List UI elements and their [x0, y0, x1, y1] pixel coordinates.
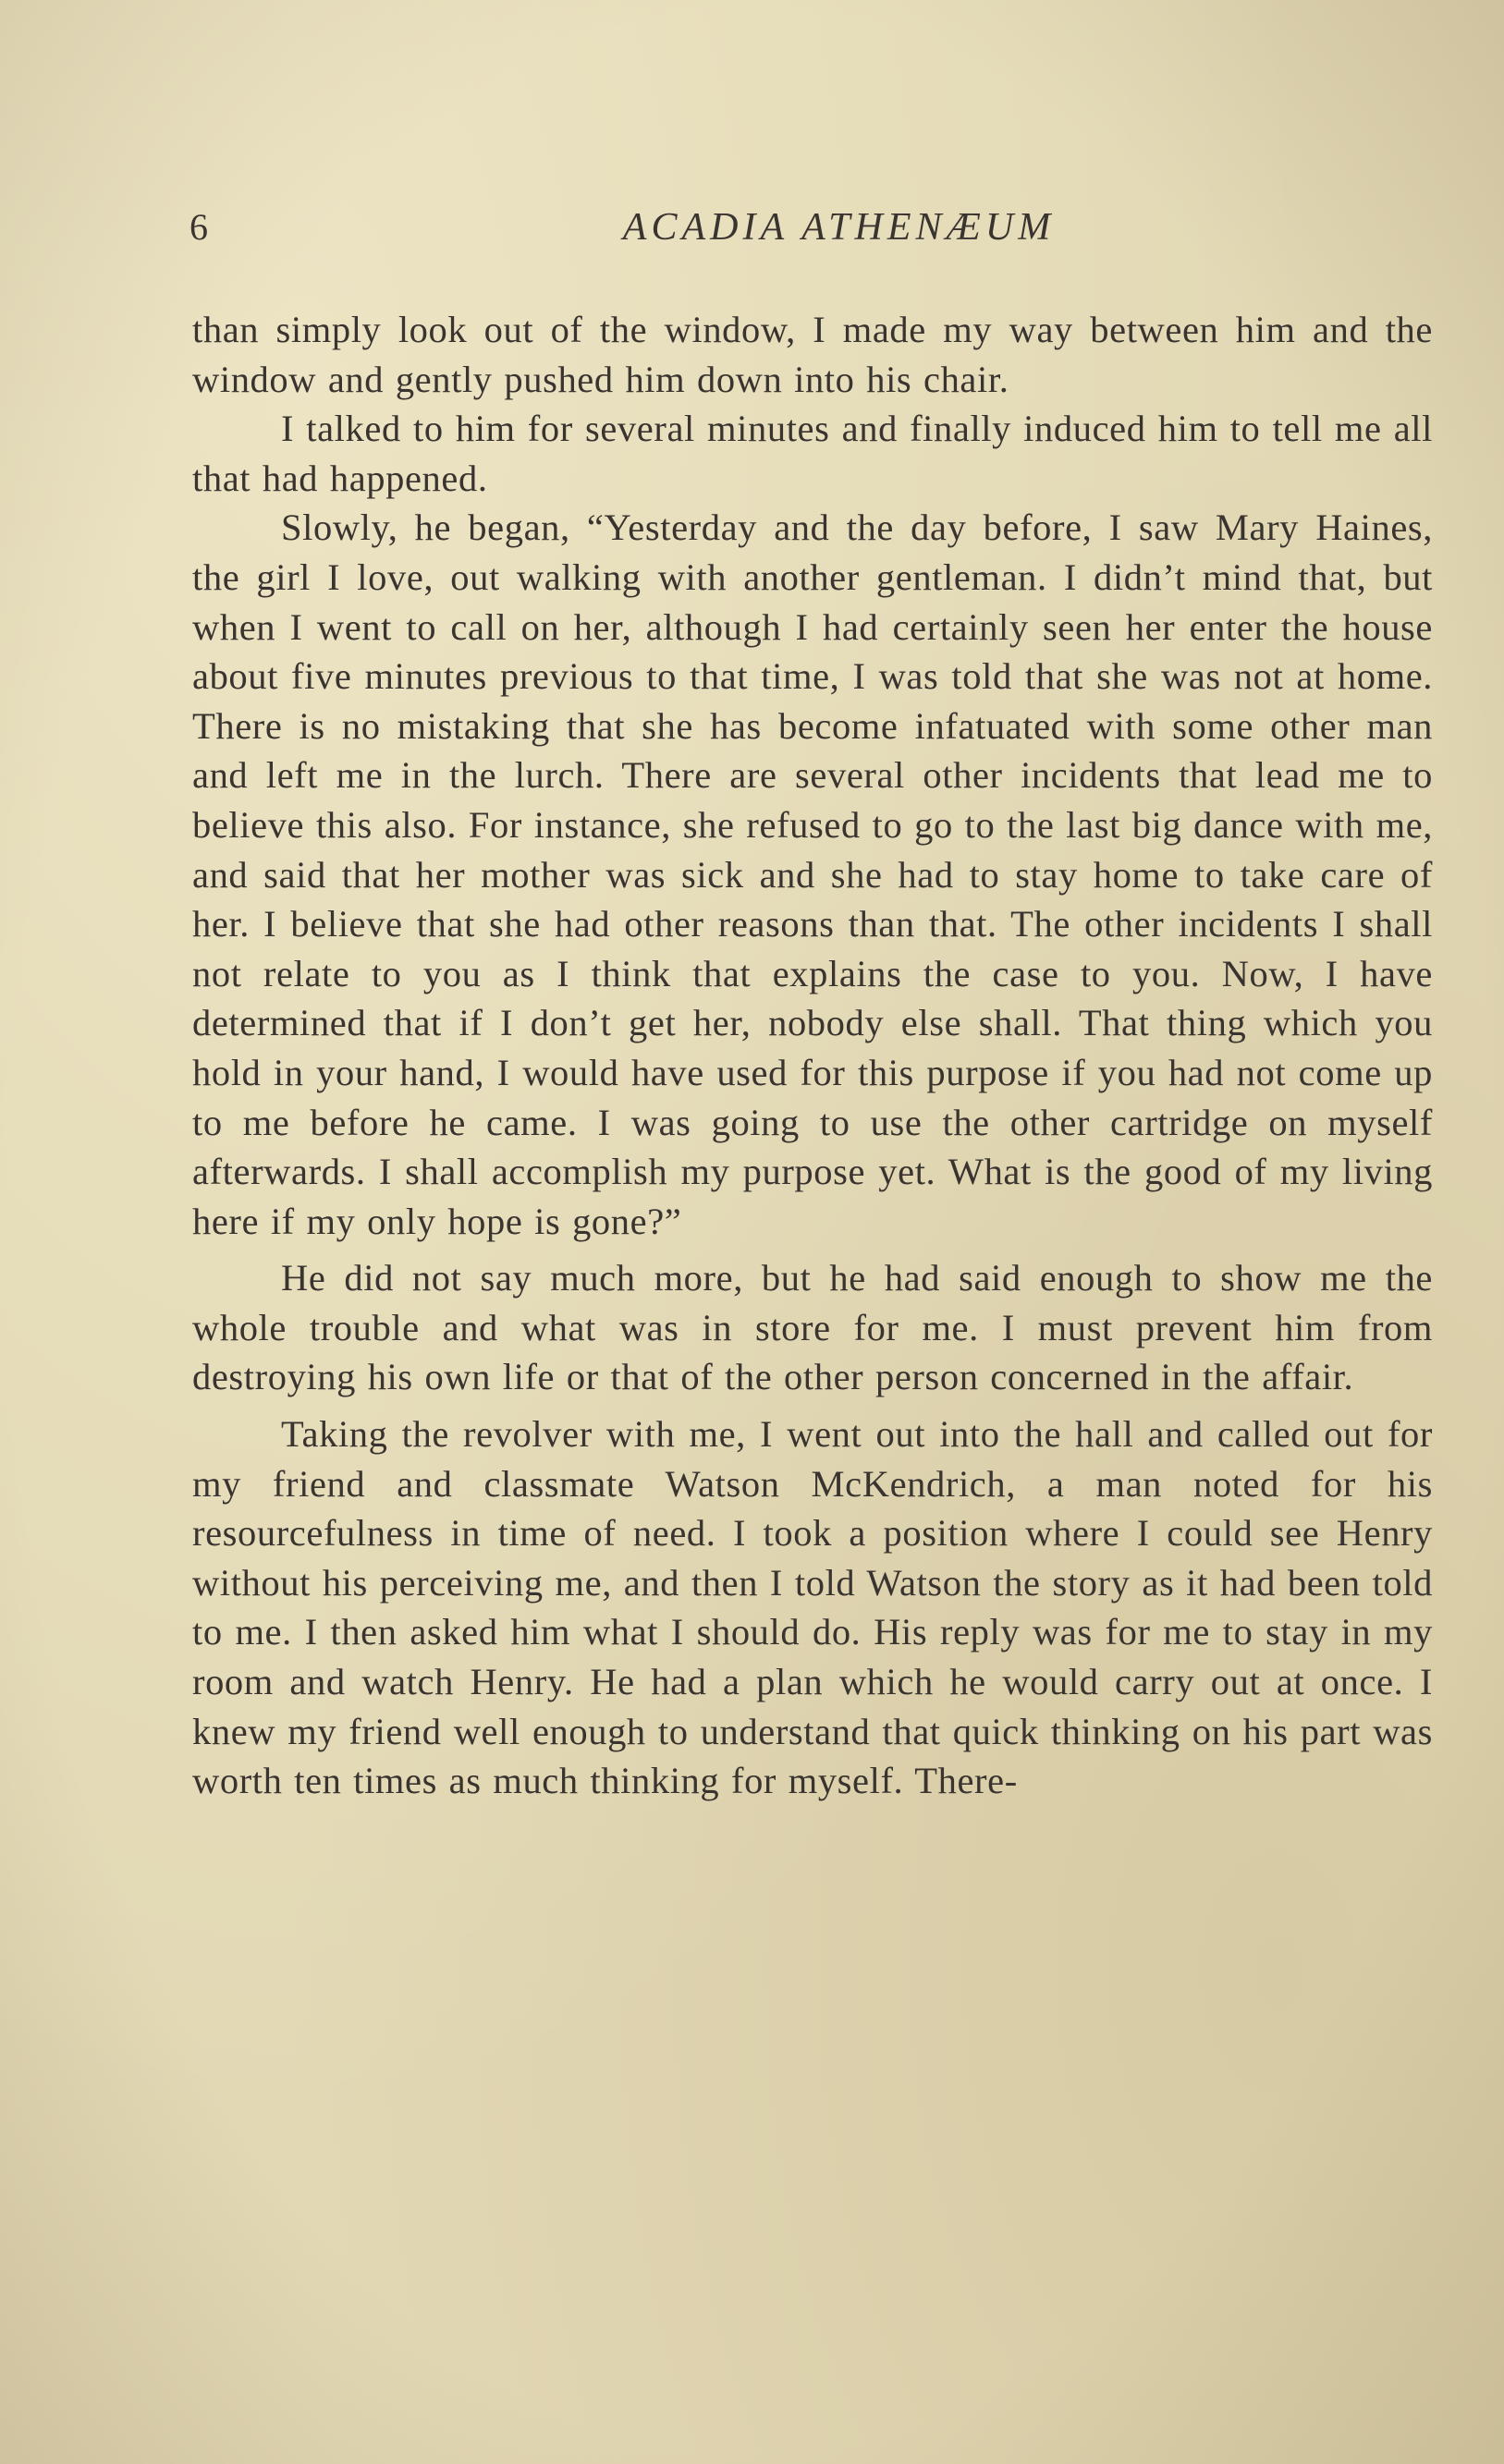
- running-head: [190, 205, 1433, 261]
- journal-title: ACADIA ATHENÆUM: [622, 206, 1056, 249]
- paragraph-5: Taking the revolver with me, I went out into the hall and called out for my friend and classmate Watson McKendrich, a man noted for his resourcefulness in time of need. I took a position where I could see Henry without his perceiving me, and then I told Watson the story as it had been told to me. I then asked him what I should do. His reply was for me to stay in my room and watch Henry. He had a plan which he would carry out at once. I knew my friend well enough to understand that quick thinking on his part was worth ten times as much thinking for myself. There-: [192, 1413, 1433, 1802]
- page-number: 6: [190, 206, 209, 248]
- body-text: [192, 305, 1433, 1806]
- paragraph-3: Slowly, he began, “Yesterday and the day before, I saw Mary Haines, the girl I love, out walking with another gentleman. I didn’t mind that, but when I went to call on her, although I had certainly seen her enter the house about five minutes previous to that time, I was told that she was not at home. There is no mistaking that she has become infatuated with some other man and left me in the lurch. There are several other incidents that lead me to believe this also. For instance, she refused to go to the last big dance with me, and said that her mother was sick and she had to stay home to take care of her. I believe that she had other reasons than that. The other incidents I shall not relate to you as I think that explains the case to you. Now, I have determined that if I don’t get her, nobody else shall. That thing which you hold in your hand, I would have used for this purpose if you had not come up to me before he came. I was going to use the other cartridge on myself afterwards. I shall accomplish my purpose yet. What is the good of my living here if my only hope is gone?”: [192, 506, 1433, 1242]
- paragraph-2: I talked to him for several minutes and finally induced him to tell me all that had happened.: [192, 408, 1433, 499]
- paragraph-4: He did not say much more, but he had said enough to show me the whole trouble and what was in store for me. I must prevent him from destroying his own life or that of the other person concerned in the affair.: [192, 1257, 1433, 1398]
- paragraph-1: than simply look out of the window, I made my way between him and the window and gently pushed him down into his chair.: [192, 309, 1433, 400]
